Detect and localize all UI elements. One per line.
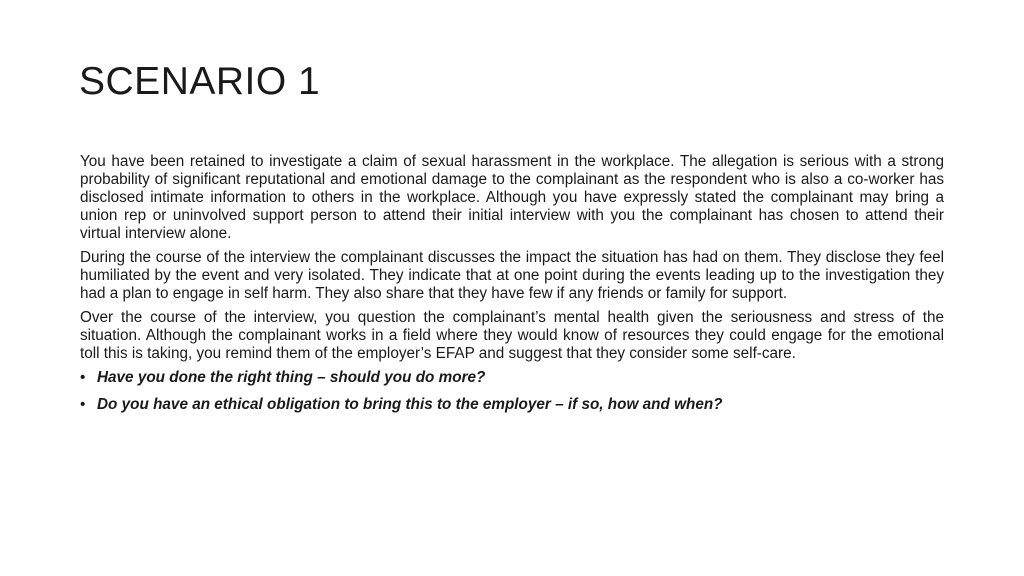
bullet-icon: •	[80, 369, 86, 386]
paragraph-2: During the course of the interview the complainant discusses the impact the situation has had on them. They disclose they feel humiliated by the event and very isolated. They indicate that at one point during the events leading up to the investigation they had a plan to engage in self harm. They also share that they have few if any friends or family for support.	[80, 249, 944, 302]
slide-body	[80, 153, 944, 423]
list-item	[80, 369, 944, 387]
bullet-icon: •	[80, 396, 86, 413]
paragraph-3: Over the course of the interview, you question the complainant’s mental health given the seriousness and stress of the situation. Although the complainant works in a field where they would know of resources they could engage for the emotional toll this is taking, you remind them of the employer’s EFAP and suggest that they consider some self-care.	[80, 309, 944, 362]
list-item	[80, 396, 944, 414]
question-2: Do you have an ethical obligation to bring this to the employer – if so, how and when?	[97, 396, 723, 413]
paragraph-1: You have been retained to investigate a claim of sexual harassment in the workplace. The allegation is serious with a strong probability of significant reputational and emotional damage to the complainant as the respondent who is also a co-worker has disclosed intimate information to others in the workplace. Although you have expressly stated the complainant may bring a union rep or uninvolved support person to attend their initial interview with you the complainant has chosen to attend their virtual interview alone.	[80, 153, 944, 242]
slide-title: SCENARIO 1	[79, 60, 321, 103]
question-1: Have you done the right thing – should you do more?	[97, 369, 486, 386]
question-list	[80, 369, 944, 414]
